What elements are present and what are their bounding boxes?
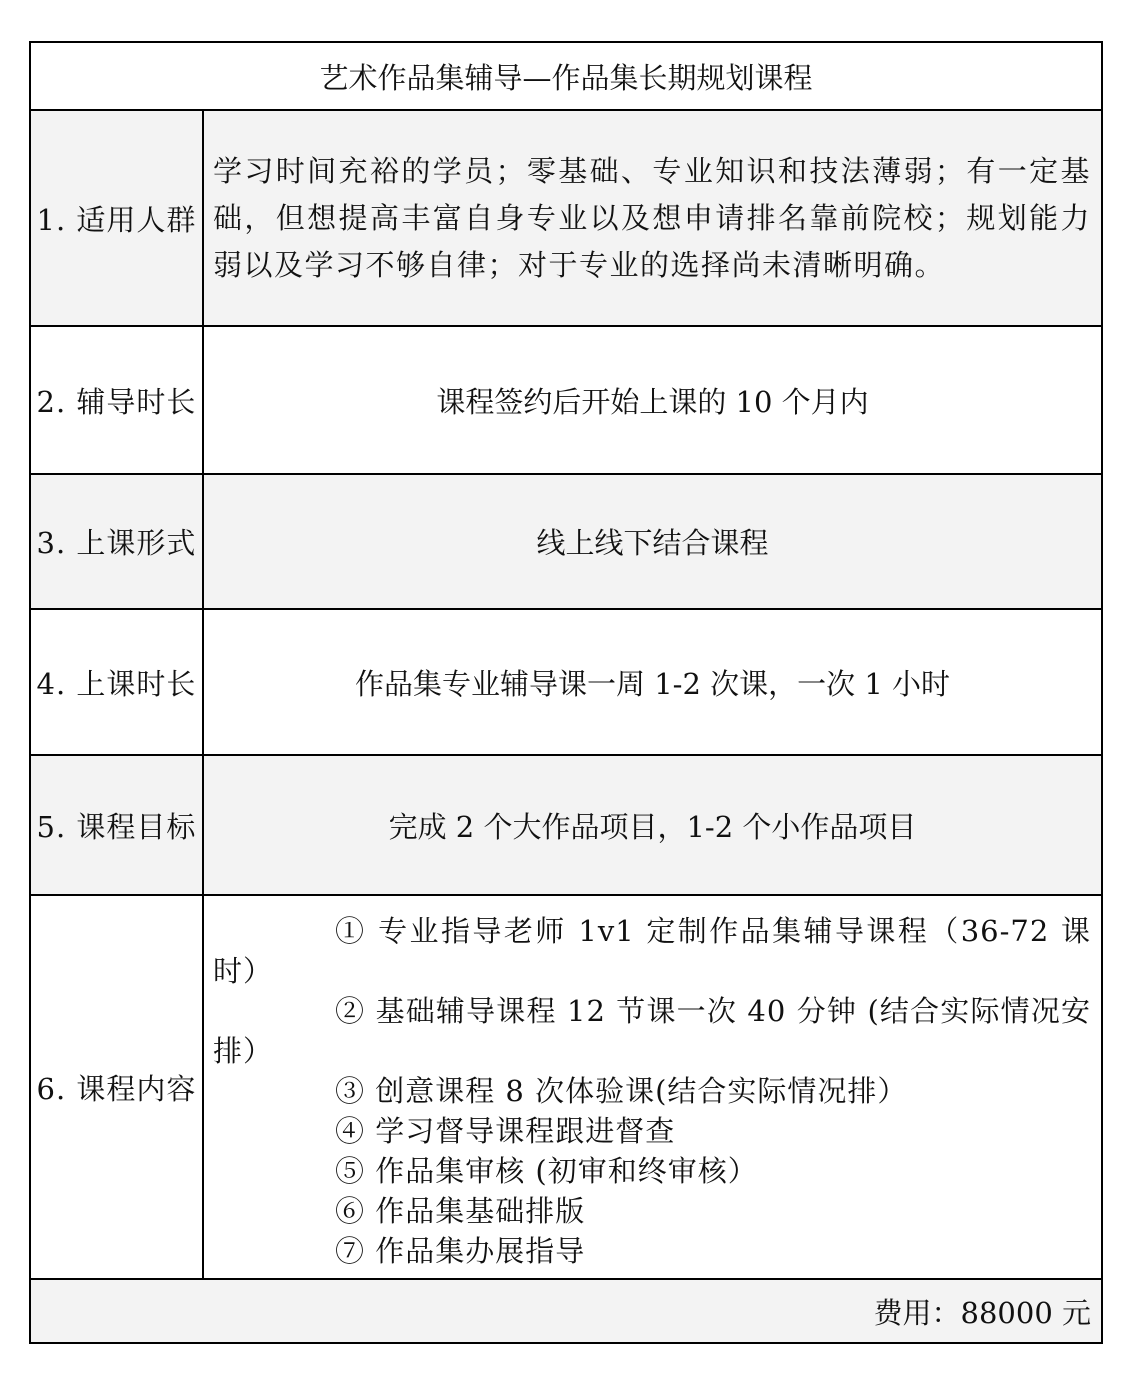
row-content-cell — [204, 111, 1101, 325]
list-item: ④ 学习督导课程跟进督查 — [335, 1114, 676, 1148]
list-item: ⑤ 作品集审核 (初审和终审核） — [335, 1154, 758, 1188]
row-label: 3. 上课形式 — [31, 475, 204, 608]
row-label: 1. 适用人群 — [31, 111, 204, 325]
row-content: 学习时间充裕的学员；零基础、专业知识和技法薄弱；有一定基础，但想提高丰富自身专业以及想申请排名靠前院校；规划能力弱以及学习不够自律；对于专业的选择尚未清晰明确。 — [213, 153, 1091, 282]
course-table — [29, 41, 1103, 1344]
list-item: ② 基础辅导课程 12 节课一次 40 分钟 (结合实际情况安排） — [213, 994, 1091, 1068]
list-item: ⑥ 作品集基础排版 — [335, 1194, 586, 1228]
row-label: 5. 课程目标 — [31, 756, 204, 894]
table-row-target-audience — [31, 109, 1101, 325]
table-row-class-length — [31, 608, 1101, 754]
row-label: 4. 上课时长 — [31, 610, 204, 754]
row-content: 课程签约后开始上课的 10 个月内 — [436, 384, 869, 419]
course-content-list — [204, 903, 1101, 1271]
row-content: 线上线下结合课程 — [536, 526, 769, 560]
table-row-class-format — [31, 473, 1101, 608]
fee-text: 费用：88000 元 — [873, 1295, 1091, 1330]
list-item: ① 专业指导老师 1v1 定制作品集辅导课程（36-72 课时） — [213, 914, 1091, 988]
list-item: ⑦ 作品集办展指导 — [335, 1234, 586, 1268]
row-content: 作品集专业辅导课一周 1-2 次课，一次 1 小时 — [354, 666, 951, 701]
list-item: ③ 创意课程 8 次体验课(结合实际情况排） — [335, 1074, 908, 1108]
fee-row — [31, 1278, 1101, 1342]
row-label: 6. 课程内容 — [31, 896, 204, 1278]
row-content-cell — [204, 896, 1101, 1278]
table-title-row — [31, 43, 1101, 109]
row-label: 2. 辅导时长 — [31, 327, 204, 473]
table-title: 艺术作品集辅导—作品集长期规划课程 — [319, 60, 813, 95]
table-row-course-content — [31, 894, 1101, 1278]
row-content: 完成 2 个大作品项目，1-2 个小作品项目 — [388, 809, 917, 844]
table-row-course-goal — [31, 754, 1101, 894]
table-row-tutoring-duration — [31, 325, 1101, 473]
